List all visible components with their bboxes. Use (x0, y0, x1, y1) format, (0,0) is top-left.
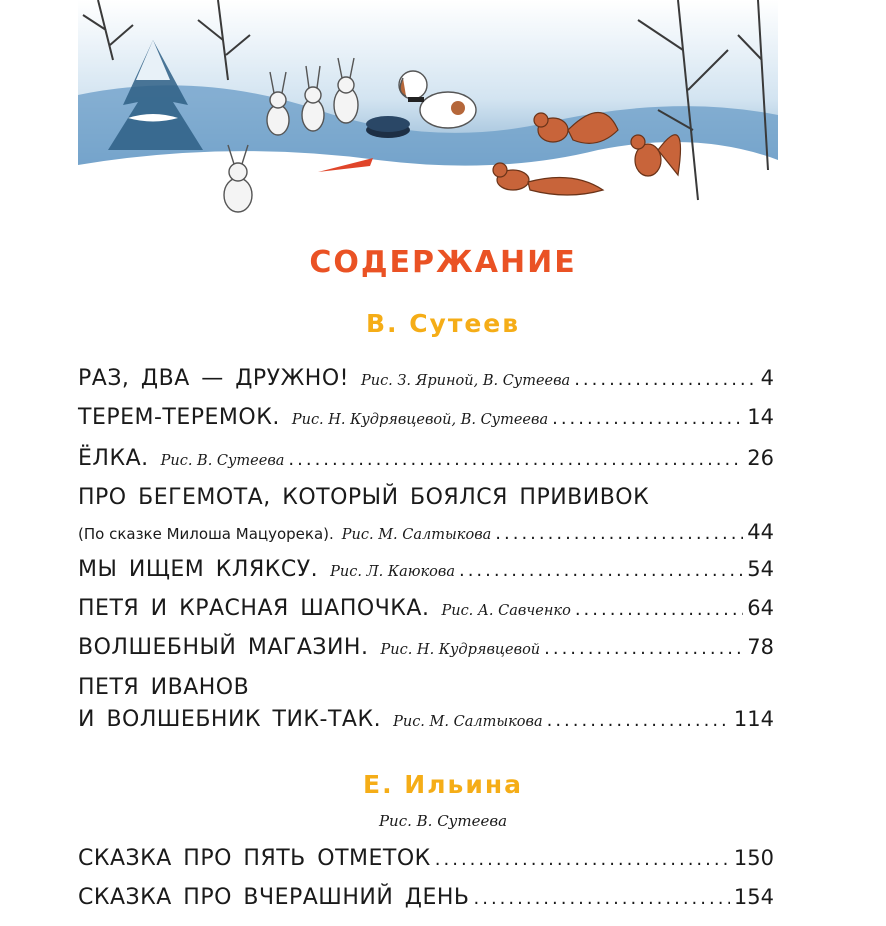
dot-leader (575, 599, 743, 620)
entry-title: ПЕТЯ И КРАСНАЯ ШАПОЧКА. (78, 596, 430, 621)
entry-illustrator: Рис. М. Салтыкова (341, 527, 492, 543)
toc-entry-title-line[interactable] (78, 675, 774, 700)
entry-title: ПРО БЕГЕМОТА, КОТОРЫЙ БОЯЛСЯ ПРИВИВОК (78, 485, 650, 510)
entry-page-number: 26 (747, 446, 774, 470)
entry-page-number: 150 (733, 846, 774, 870)
entry-illustrator: Рис. Н. Кудрявцевой (380, 642, 541, 658)
entry-title: ТЕРЕМ-ТЕРЕМОК. (78, 405, 280, 430)
toc-entry[interactable] (78, 405, 774, 430)
dot-leader (435, 849, 730, 870)
entry-illustrator: Рис. М. Салтыкова (393, 714, 543, 730)
entry-page-number: 14 (747, 405, 774, 429)
toc-entry[interactable] (78, 520, 774, 544)
toc-entry[interactable] (78, 707, 774, 732)
entry-illustrator: Рис. З. Яриной, В. Сутеева (360, 373, 571, 389)
dot-leader (574, 369, 756, 390)
entry-title: СКАЗКА ПРО ПЯТЬ ОТМЕТОК (78, 846, 431, 871)
entry-page-number: 4 (760, 366, 774, 390)
dot-leader (547, 710, 730, 731)
toc-entry[interactable] (78, 846, 774, 871)
dot-leader (474, 888, 730, 909)
entry-title: СКАЗКА ПРО ВЧЕРАШНИЙ ДЕНЬ (78, 885, 470, 910)
toc-entry[interactable] (78, 446, 774, 471)
entry-page-number: 114 (733, 707, 774, 731)
toc-entry[interactable] (78, 366, 774, 391)
entry-page-number: 78 (747, 635, 774, 659)
plates-icon (366, 116, 410, 138)
dot-leader (552, 408, 743, 429)
entry-illustrator: Рис. Л. Каюкова (330, 564, 455, 580)
entry-page-number: 64 (747, 596, 774, 620)
dot-leader (288, 449, 743, 470)
contents-heading: СОДЕРЖАНИЕ (309, 245, 577, 280)
entry-title-continued: И ВОЛШЕБНИК ТИК-ТАК. (78, 707, 382, 732)
entry-title: МЫ ИЩЕМ КЛЯКСУ. (78, 557, 319, 582)
author-illustrator-note: Рис. В. Сутеева (378, 812, 508, 830)
toc-entry[interactable] (78, 596, 774, 621)
dot-leader (459, 560, 743, 581)
entry-illustrator: Рис. Н. Кудрявцевой, В. Сутеева (291, 412, 549, 428)
toc-entry-title-line[interactable] (78, 485, 774, 510)
entry-illustrator: Рис. А. Савченко (441, 603, 571, 619)
author-heading: В. Сутеев (365, 309, 521, 338)
entry-title: ЁЛКА. (78, 446, 149, 471)
entry-illustrator: Рис. В. Сутеева (160, 453, 285, 469)
entry-title: ВОЛШЕБНЫЙ МАГАЗИН. (78, 635, 369, 660)
entry-subtitle: (По сказке Милоша Мацуорека). (78, 525, 334, 543)
entry-page-number: 44 (747, 520, 774, 544)
entry-title: ПЕТЯ ИВАНОВ (78, 675, 250, 700)
author-heading: Е. Ильина (363, 770, 523, 799)
toc-entry[interactable] (78, 635, 774, 660)
entry-title: РАЗ, ДВА — ДРУЖНО! (78, 366, 349, 391)
dot-leader (544, 638, 743, 659)
winter-forest-illustration (78, 0, 778, 220)
toc-entry[interactable] (78, 557, 774, 582)
entry-page-number: 54 (747, 557, 774, 581)
entry-page-number: 154 (733, 885, 774, 909)
toc-entry[interactable] (78, 885, 774, 910)
dot-leader (495, 523, 743, 544)
